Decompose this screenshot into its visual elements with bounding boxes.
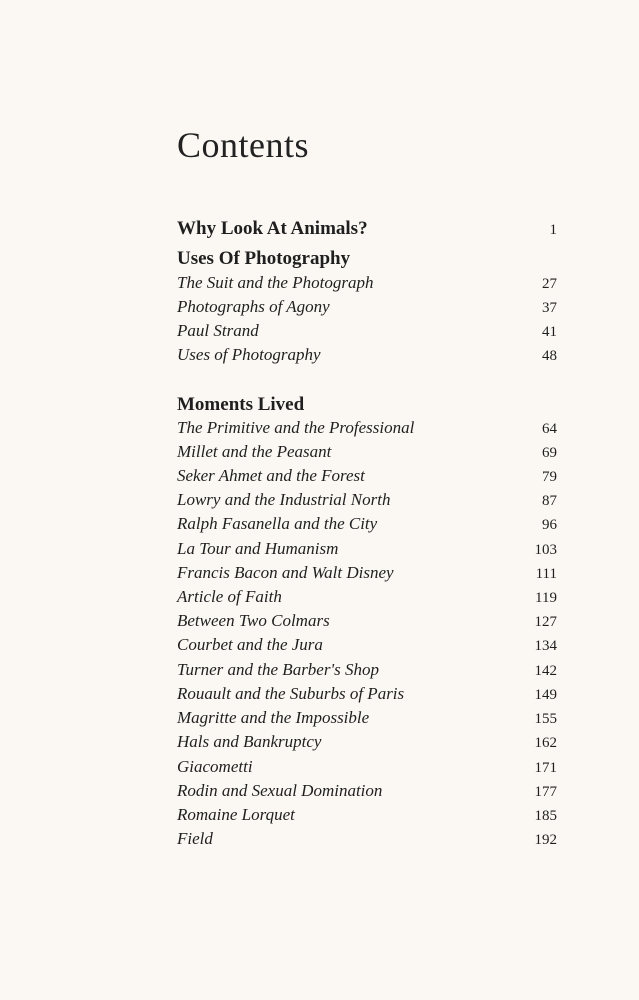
page-number: 64 [542,421,557,437]
toc-entry [177,587,557,611]
page-number: 87 [542,493,557,509]
entry-title: Francis Bacon and Walt Disney [177,563,394,582]
section-title: Moments Lived [177,394,305,415]
entry-title: La Tour and Humanism [177,539,339,558]
page-number: 177 [534,784,557,800]
entry-title: Photographs of Agony [177,297,330,316]
toc-entry [177,829,557,853]
toc-entry [177,466,557,490]
entry-title: Lowry and the Industrial North [177,490,391,509]
toc-entry [177,490,557,514]
entry-title: Paul Strand [177,321,259,340]
toc-entry [177,563,557,587]
page-number: 41 [542,324,557,340]
toc-entry [177,805,557,829]
toc-entry [177,781,557,805]
page-number: 155 [534,711,557,727]
toc-entry [177,732,557,756]
entry-title: Turner and the Barber's Shop [177,660,379,679]
entry-title: Between Two Colmars [177,611,330,630]
page-number: 119 [535,590,557,606]
toc-section-heading [177,248,557,272]
entry-title: Romaine Lorquet [177,805,295,824]
toc-entry [177,273,557,297]
page-title: Contents [177,125,310,165]
entry-title: Field [177,829,213,848]
entry-title: Rouault and the Suburbs of Paris [177,684,405,703]
entry-title: The Suit and the Photograph [177,273,374,292]
entry-title: Article of Faith [177,587,282,606]
toc-entry [177,660,557,684]
toc-entry [177,635,557,659]
page-number: 48 [542,348,557,364]
entry-title: Uses of Photography [177,345,321,364]
toc-section-heading [177,394,557,418]
entry-title: Courbet and the Jura [177,635,323,654]
entry-title: Giacometti [177,757,253,776]
entry-title: Ralph Fasanella and the City [177,514,378,533]
section-title: Uses Of Photography [177,248,351,269]
page-number: 171 [534,760,557,776]
page-number: 37 [542,300,557,316]
page-number: 149 [534,687,557,703]
toc-entry [177,345,557,369]
page-number: 142 [534,663,557,679]
toc-entry [177,611,557,635]
page-number: 111 [535,566,557,582]
toc-entry [177,514,557,538]
toc-entry [177,297,557,321]
section-title: Why Look At Animals? [177,218,368,239]
entry-title: Millet and the Peasant [177,442,332,461]
toc-entry [177,321,557,345]
page-number: 96 [542,517,557,533]
page-number: 185 [534,808,557,824]
entry-title: Hals and Bankruptcy [177,732,322,751]
toc-entry [177,418,557,442]
page-number: 69 [542,445,557,461]
page-number: 134 [534,638,557,654]
toc-entry [177,442,557,466]
page-number: 162 [534,735,557,751]
toc-entry [177,757,557,781]
toc-entry [177,708,557,732]
entry-title: Seker Ahmet and the Forest [177,466,365,485]
toc-section-heading [177,218,557,242]
page-number: 79 [542,469,557,485]
entry-title: Magritte and the Impossible [177,708,370,727]
page-number: 103 [534,542,557,558]
page-number: 127 [534,614,557,630]
entry-title: The Primitive and the Professional [177,418,415,437]
page-number: 1 [549,222,557,238]
entry-title: Rodin and Sexual Domination [177,781,383,800]
toc-entry [177,539,557,563]
toc-entry [177,684,557,708]
page-number: 192 [534,832,557,848]
page-number: 27 [542,276,557,292]
